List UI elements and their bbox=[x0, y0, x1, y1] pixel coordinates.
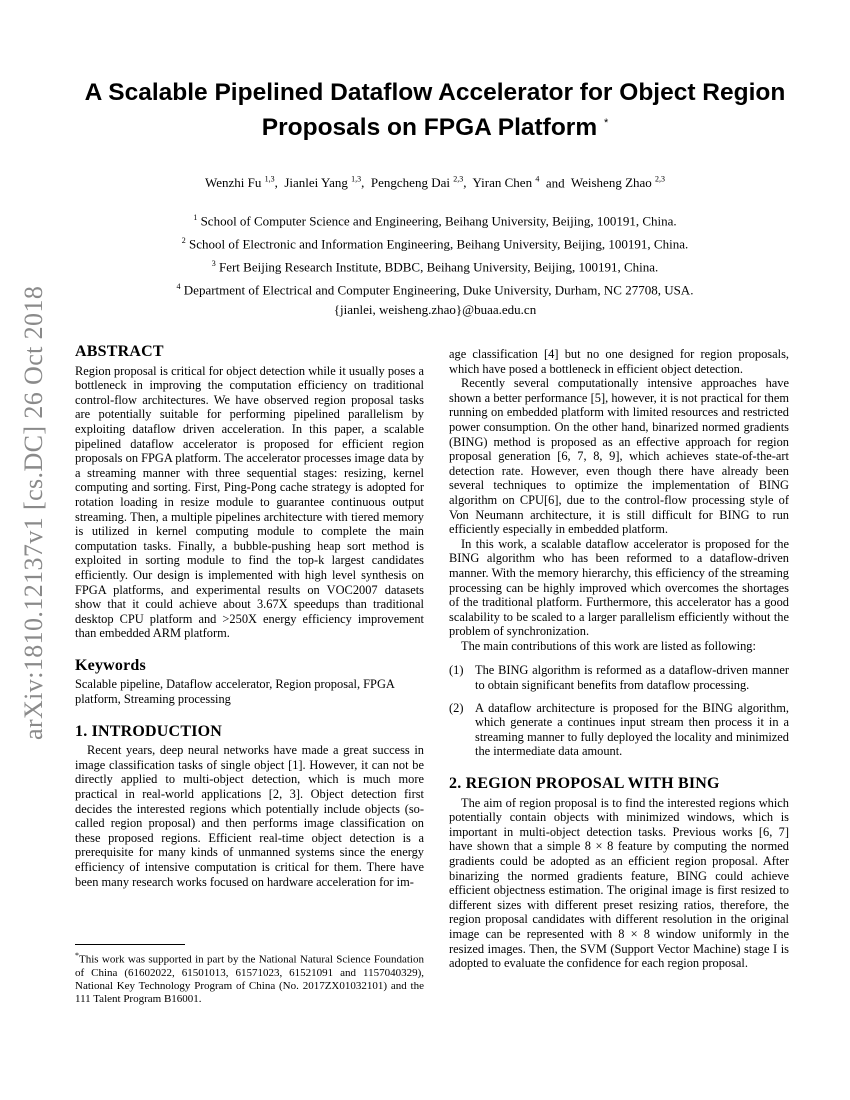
author: Wenzhi Fu $^{1,3}$, bbox=[204, 175, 278, 191]
left-column bbox=[75, 345, 424, 889]
footnote-text: This work was supported in part by the National Natural Science Foundation of China (61602022, 61501013, 61571023, 61521091 and 1157040329), National Key Technology Program of China (No. 2017ZX01032101) and the 111 Talent Program B16001. bbox=[75, 953, 424, 1006]
author: Weisheng Zhao $^{2,3}$ bbox=[570, 175, 666, 191]
author: Pengcheng Dai $^{2,3}$, bbox=[370, 175, 467, 191]
intro-paragraph-4: The main contributions of this work are listed as following: bbox=[461, 638, 756, 653]
keywords-heading: Keywords bbox=[75, 656, 146, 674]
author: Yiran Chen $^4$ bbox=[472, 175, 540, 191]
abstract-text: Region proposal is critical for object detection while it usually poses a bottleneck in improving the computation efficiency on traditional control-flow architectures. We have observed region proposal tasks are potentially suitable for performing pipelined parallelism by exploiting dataflow driven acceleration. In this paper, a scalable pipelined dataflow accelerator is proposed for efficient region proposals on FPGA platform. The accelerator processes image data by a streaming manner with three sequential stages: resizing, kernel computing and sorting. First, Ping-Pong cache strategy is adopted for rotation loading in resize module to guarantee continuous output streaming. Then, a multiple pipelines architecture with tiered memory is utilized in kernel computing module to complete the main computation tasks. Finally, a bubble-pushing heap sort method is exploited in sorting module to find the top-k largest candidates efficiently. Our design is implemented with high level synthesis on FPGA platforms, and experimental results on VOC2007 datasets show that it could achieve about 3.67X speedups than traditional desktop CPU platform and >250X energy efficiency improvement than embedded ARM platform. bbox=[75, 363, 424, 641]
affiliation: $^1$ School of Computer Science and Engineering, Beihang University, Beijing, 100191, China. bbox=[193, 213, 677, 229]
affiliation: $^3$ Fert Beijing Research Institute, BDBC, Beihang University, Beijing, 100191, China. bbox=[211, 259, 659, 275]
arxiv-stamp: arXiv:1810.12137v1 [cs.DC] 26 Oct 2018 bbox=[19, 285, 48, 741]
contribution-item: (1) The BING algorithm is reformed as a dataflow-driven manner to obtain significant benefits from dataflow processing. bbox=[449, 663, 789, 693]
intro-continuation: age classification [4] but no one designed for region proposals, which have posed a bottleneck in efficient object detection. bbox=[449, 347, 789, 376]
title-text: A Scalable Pipelined Dataflow Accelerator for Object Region Proposals on FPGA Platform bbox=[84, 79, 786, 142]
section2-paragraph: The aim of region proposal is to find the interested regions which potentially contain objects with minimized windows, which is important in multi-object detection tasks. Previous works [6, 7] have shown that a simple 8 × 8 feature by computing the normed gradients could be adopted as an efficient region proposal. After binarizing the normed gradients feature, BING could achieve efficient objectness estimation. The original image is first resized to different sizes with different preset resizing ratios, therefore, the region proposal candidates with different resolution in the original image can be represented with 8 × 8 window uniformly in the resized images. Then, the SVM (Support Vector Machine) stage I is adopted to evaluate the confidence for each region proposal. bbox=[449, 795, 789, 971]
author-and: and bbox=[545, 175, 565, 191]
author-list bbox=[40, 175, 830, 191]
affiliation: $^4$ Department of Electrical and Computer Engineering, Duke University, Durham, NC 27708, USA. bbox=[176, 282, 694, 298]
intro-paragraph-3: In this work, a scalable dataflow accelerator is proposed for the BING algorithm who has been reformed to a dataflow-driven manner. With the memory hierarchy, this efficiency of the streaming processing can be highly improved which overcomes the shortages of the traditional platform. Furthermore, this accelerator has a good scalability to be scaled to a larger parallelism efficiently without the problem of synchronization. bbox=[449, 536, 789, 639]
section-heading-region-proposal: 2. REGION PROPOSAL WITH BING bbox=[449, 775, 720, 793]
contribution-item: (2) A dataflow architecture is proposed for the BING algorithm, which generate a continues input stream then process it in a streaming manner to fully deployed the locality and minimized the intermediate data amount. bbox=[449, 700, 789, 759]
right-column bbox=[449, 347, 789, 971]
contact-email: {jianlei, weisheng.zhao}@buaa.edu.cn bbox=[333, 302, 537, 317]
keywords-text: Scalable pipeline, Dataflow accelerator, Region proposal, FPGA platform, Streaming processing bbox=[75, 677, 395, 707]
affiliation: $^2$ School of Electronic and Information Engineering, Beihang University, Beijing, 100191, China. bbox=[181, 236, 689, 252]
intro-paragraph: Recent years, deep neural networks have made a great success in image classification tasks of single object [1]. However, it can not be directly applied to multi-object detection, which is much more practical in real-world applications [2, 3]. Object detection first decides the interested regions which potentially include objects (so-called region proposal) and then performs image classification on these proposed regions. Efficient real-time object detection is a prerequisite for many kinds of unmanned systems since the energy efficiency of intensive computation is critical for them. There have been many research works focused on hardware acceleration for im- bbox=[75, 743, 424, 889]
section-heading-introduction: 1. INTRODUCTION bbox=[75, 722, 223, 740]
footnote-rule bbox=[75, 944, 185, 945]
abstract-heading: ABSTRACT bbox=[75, 343, 164, 360]
author: Jianlei Yang $^{1,3}$, bbox=[284, 175, 365, 191]
paper-title bbox=[40, 78, 830, 143]
footnote bbox=[75, 949, 424, 1006]
title-footnote-mark: * bbox=[603, 117, 609, 129]
intro-paragraph-2: Recently several computationally intensive approaches have shown a better performance [5], however, it is not practical for them running on embedded platform with limited resources and restricted power consumption. On the other hand, binarized normed gradients (BING) method is proposed as an effective approach for region proposal generation [6, 7, 8, 9], which achieves state-of-the-art detection rate. However, even though there have already been several techniques to optimize the implementation of BING algorithm on CPU[6], due to the control-flow processing style of Von Neumann architecture, it is still difficult for BING to run efficiently especially in embedded platform. bbox=[449, 376, 789, 537]
footnote-mark: * bbox=[75, 951, 79, 960]
